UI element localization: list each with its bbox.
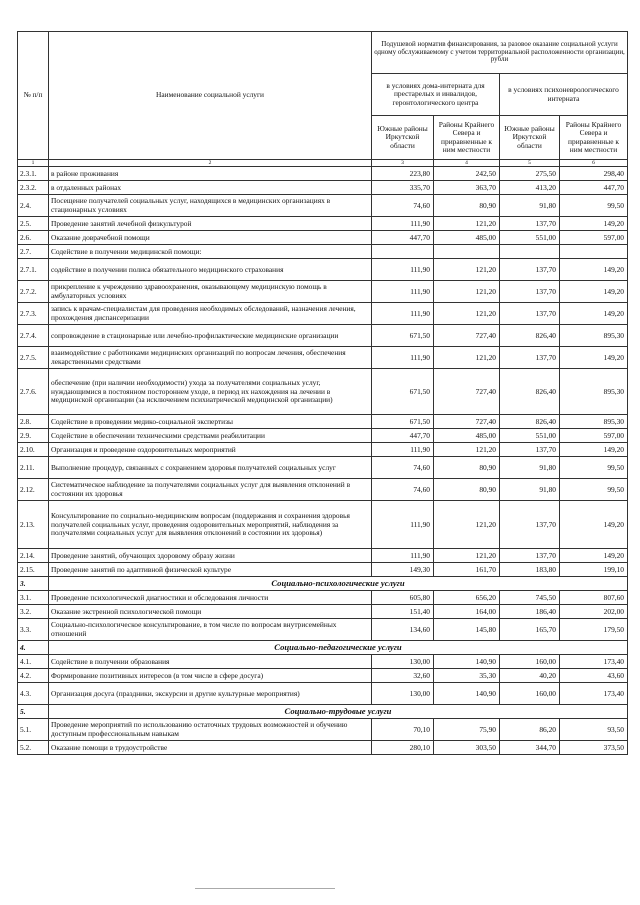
value-north-psycho: 99,50: [560, 457, 628, 479]
value-north-nursing: 121,20: [434, 549, 500, 563]
column-index: 3: [372, 160, 434, 167]
value-north-nursing: 140,90: [434, 683, 500, 705]
row-number: 2.7.6.: [18, 369, 49, 415]
value-north-nursing: [434, 245, 500, 259]
value-north-nursing: 485,00: [434, 429, 500, 443]
row-number: 3.2.: [18, 605, 49, 619]
header-north-1: Районы Крайнего Севера и приравненные к ним местности: [434, 116, 500, 160]
section-row: [18, 705, 628, 719]
service-name: Консультирование по социально-медицинским вопросам (поддержания и сохранения здоровья получателей социальных услуг, проведения оздоровительных мероприятий, наблюдения за получателями социальных услуг для выявления отклонений в состоянии их здоровья): [49, 501, 372, 549]
table-row: [18, 591, 628, 605]
value-north-nursing: 121,20: [434, 303, 500, 325]
value-north-psycho: 43,60: [560, 669, 628, 683]
table-row: [18, 217, 628, 231]
value-north-nursing: 242,50: [434, 167, 500, 181]
value-north-psycho: 199,10: [560, 563, 628, 577]
value-north-psycho: [560, 245, 628, 259]
row-number: 2.4.: [18, 195, 49, 217]
column-index: 4: [434, 160, 500, 167]
value-south-nursing: 111,90: [372, 501, 434, 549]
header-norm: Подушевой норматив финансирования, за разовое оказание социальной услуги одному обслуживаемому с учетом территориальной расположенности организации, рубли: [372, 32, 628, 74]
service-name: прикрепление к учреждению здравоохранения, оказывающему медицинскую помощь в амбулаторных условиях: [49, 281, 372, 303]
service-name: взаимодействие с работниками медицинских организаций по вопросам лечения, обеспечения лекарственными средствами: [49, 347, 372, 369]
table-row: [18, 369, 628, 415]
service-name: Формирование позитивных интересов (в том числе в сфере досуга): [49, 669, 372, 683]
value-south-psycho: 551,00: [500, 429, 560, 443]
service-name: Систематическое наблюдение за получателями социальных услуг для выявления отклонений в состоянии их здоровья: [49, 479, 372, 501]
row-number: 2.3.1.: [18, 167, 49, 181]
service-name: Оказание экстренной психологической помощи: [49, 605, 372, 619]
value-south-psycho: 344,70: [500, 741, 560, 755]
value-south-psycho: 40,20: [500, 669, 560, 683]
header-group-psycho-internat: в условиях психоневрологического интерната: [500, 74, 628, 116]
value-south-nursing: 605,80: [372, 591, 434, 605]
value-south-psycho: 165,70: [500, 619, 560, 641]
table-row: [18, 741, 628, 755]
value-north-nursing: 656,20: [434, 591, 500, 605]
table-row: [18, 669, 628, 683]
value-south-nursing: 70,10: [372, 719, 434, 741]
value-north-psycho: 99,50: [560, 195, 628, 217]
value-north-nursing: 727,40: [434, 369, 500, 415]
value-north-psycho: 895,30: [560, 369, 628, 415]
table-row: [18, 167, 628, 181]
value-south-psycho: [500, 245, 560, 259]
value-south-nursing: 335,70: [372, 181, 434, 195]
value-north-nursing: 303,50: [434, 741, 500, 755]
section-number: 4.: [18, 641, 49, 655]
table-row: [18, 605, 628, 619]
service-name: Проведение мероприятий по использованию остаточных трудовых возможностей и обучению доступным профессиональным навыкам: [49, 719, 372, 741]
value-north-psycho: 447,70: [560, 181, 628, 195]
value-south-nursing: 447,70: [372, 429, 434, 443]
value-north-nursing: 80,90: [434, 195, 500, 217]
row-number: 2.11.: [18, 457, 49, 479]
value-south-nursing: 111,90: [372, 259, 434, 281]
value-north-psycho: 149,20: [560, 443, 628, 457]
section-number: 3.: [18, 577, 49, 591]
service-name: запись к врачам-специалистам для проведения необходимых обследований, назначения лечения, прохождения диспансеризации: [49, 303, 372, 325]
service-name: Оказание помощи в трудоустройстве: [49, 741, 372, 755]
value-south-psycho: 826,40: [500, 369, 560, 415]
value-north-psycho: 179,50: [560, 619, 628, 641]
value-south-nursing: 74,60: [372, 479, 434, 501]
value-south-psycho: 137,70: [500, 281, 560, 303]
value-north-nursing: 80,90: [434, 457, 500, 479]
value-north-psycho: 895,30: [560, 325, 628, 347]
value-north-nursing: 121,20: [434, 501, 500, 549]
table-row: [18, 479, 628, 501]
value-north-psycho: 149,20: [560, 303, 628, 325]
value-south-nursing: 130,00: [372, 655, 434, 669]
value-south-nursing: 111,90: [372, 549, 434, 563]
table-row: [18, 325, 628, 347]
service-name: сопровождение в стационарные или лечебно-профилактические медицинские организации: [49, 325, 372, 347]
row-number: 2.7.2.: [18, 281, 49, 303]
table-row: [18, 281, 628, 303]
row-number: 2.7.: [18, 245, 49, 259]
header-north-2: Районы Крайнего Севера и приравненные к ним местности: [560, 116, 628, 160]
table-row: [18, 619, 628, 641]
service-name: Организация и проведение оздоровительных мероприятий: [49, 443, 372, 457]
value-north-nursing: 363,70: [434, 181, 500, 195]
row-number: 2.14.: [18, 549, 49, 563]
value-north-nursing: 140,90: [434, 655, 500, 669]
column-index: 6: [560, 160, 628, 167]
table-row: [18, 655, 628, 669]
value-north-nursing: 121,20: [434, 443, 500, 457]
value-north-psycho: 99,50: [560, 479, 628, 501]
value-north-psycho: 149,20: [560, 501, 628, 549]
row-number: 2.5.: [18, 217, 49, 231]
column-index: 5: [500, 160, 560, 167]
value-south-psycho: 551,00: [500, 231, 560, 245]
value-south-nursing: 111,90: [372, 443, 434, 457]
section-row: [18, 577, 628, 591]
value-south-psycho: 826,40: [500, 415, 560, 429]
table-row: [18, 231, 628, 245]
service-name: содействие в получении полиса обязательного медицинского страхования: [49, 259, 372, 281]
value-north-nursing: 727,40: [434, 415, 500, 429]
row-number: 4.2.: [18, 669, 49, 683]
service-name: Содействие в получении образования: [49, 655, 372, 669]
row-number: 2.7.1.: [18, 259, 49, 281]
section-title: Социально-трудовые услуги: [49, 705, 628, 719]
value-south-nursing: [372, 245, 434, 259]
value-north-nursing: 80,90: [434, 479, 500, 501]
table-row: [18, 563, 628, 577]
value-south-psycho: 275,50: [500, 167, 560, 181]
document-page: [17, 31, 627, 755]
table-row: [18, 181, 628, 195]
service-name: Оказание доврачебной помощи: [49, 231, 372, 245]
value-south-psycho: 137,70: [500, 443, 560, 457]
value-south-nursing: 280,10: [372, 741, 434, 755]
value-south-psycho: 137,70: [500, 347, 560, 369]
value-south-psycho: 413,20: [500, 181, 560, 195]
table-row: [18, 303, 628, 325]
row-number: 3.1.: [18, 591, 49, 605]
service-name: Содействие в проведении медико-социальной экспертизы: [49, 415, 372, 429]
row-number: 2.8.: [18, 415, 49, 429]
value-north-psycho: 173,40: [560, 683, 628, 705]
service-name: Проведение занятий, обучающих здоровому образу жизни: [49, 549, 372, 563]
value-north-psycho: 597,00: [560, 429, 628, 443]
service-name: Проведение занятий лечебной физкультурой: [49, 217, 372, 231]
value-south-nursing: 111,90: [372, 281, 434, 303]
value-south-psycho: 91,80: [500, 479, 560, 501]
service-name: Выполнение процедур, связанных с сохранением здоровья получателей социальных услуг: [49, 457, 372, 479]
value-south-nursing: 74,60: [372, 195, 434, 217]
value-north-nursing: 727,40: [434, 325, 500, 347]
table-row: [18, 443, 628, 457]
value-south-nursing: 111,90: [372, 217, 434, 231]
value-north-nursing: 35,30: [434, 669, 500, 683]
row-number: 2.7.5.: [18, 347, 49, 369]
value-south-nursing: 151,40: [372, 605, 434, 619]
service-name: Организация досуга (праздники, экскурсии и другие культурные мероприятия): [49, 683, 372, 705]
row-number: 2.7.4.: [18, 325, 49, 347]
service-name: Посещение получателей социальных услуг, находящихся в медицинских организациях в стационарных условиях: [49, 195, 372, 217]
value-north-psycho: 149,20: [560, 259, 628, 281]
table-row: [18, 429, 628, 443]
value-north-nursing: 485,00: [434, 231, 500, 245]
service-name: Содействие в обеспечении техническими средствами реабилитации: [49, 429, 372, 443]
value-south-nursing: 134,60: [372, 619, 434, 641]
row-number: 2.12.: [18, 479, 49, 501]
column-index: 1: [18, 160, 49, 167]
value-south-psycho: 137,70: [500, 501, 560, 549]
table-row: [18, 245, 628, 259]
service-name: в отдаленных районах: [49, 181, 372, 195]
value-north-psycho: 895,30: [560, 415, 628, 429]
value-south-psycho: 186,40: [500, 605, 560, 619]
section-title: Социально-психологические услуги: [49, 577, 628, 591]
value-north-psycho: 373,50: [560, 741, 628, 755]
value-south-nursing: 32,60: [372, 669, 434, 683]
value-north-nursing: 121,20: [434, 281, 500, 303]
value-south-nursing: 130,00: [372, 683, 434, 705]
value-south-psycho: 183,80: [500, 563, 560, 577]
norms-table: [17, 31, 628, 755]
value-north-psycho: 807,60: [560, 591, 628, 605]
table-row: [18, 415, 628, 429]
value-north-psycho: 149,20: [560, 549, 628, 563]
value-north-nursing: 75,90: [434, 719, 500, 741]
value-south-psycho: 137,70: [500, 303, 560, 325]
value-north-psycho: 149,20: [560, 217, 628, 231]
value-north-nursing: 145,80: [434, 619, 500, 641]
value-south-psycho: 745,50: [500, 591, 560, 605]
service-name: Проведение занятий по адаптивной физической культуре: [49, 563, 372, 577]
value-north-psycho: 173,40: [560, 655, 628, 669]
footer-rule: [195, 888, 335, 889]
value-south-psycho: 160,00: [500, 655, 560, 669]
row-number: 3.3.: [18, 619, 49, 641]
row-number: 5.1.: [18, 719, 49, 741]
value-south-psycho: 137,70: [500, 549, 560, 563]
value-south-psycho: 137,70: [500, 217, 560, 231]
table-row: [18, 549, 628, 563]
header-south-2: Южные районы Иркутской области: [500, 116, 560, 160]
header-num: № п/п: [18, 32, 49, 160]
value-south-psycho: 91,80: [500, 195, 560, 217]
table-row: [18, 501, 628, 549]
table-row: [18, 347, 628, 369]
value-north-psycho: 298,40: [560, 167, 628, 181]
value-south-psycho: 86,20: [500, 719, 560, 741]
table-row: [18, 719, 628, 741]
service-name: в районе проживания: [49, 167, 372, 181]
column-index: 2: [49, 160, 372, 167]
row-number: 2.6.: [18, 231, 49, 245]
service-name: обеспечение (при наличии необходимости) ухода за получателями социальных услуг, нуждающимися в постоянном постороннем уходе, в период их нахождения на лечении в медицинской организации (за исключением психиатрической медицинской организации): [49, 369, 372, 415]
service-name: Содействие в получении медицинской помощи:: [49, 245, 372, 259]
value-south-nursing: 671,50: [372, 369, 434, 415]
section-title: Социально-педагогические услуги: [49, 641, 628, 655]
value-south-nursing: 149,30: [372, 563, 434, 577]
row-number: 2.10.: [18, 443, 49, 457]
table-body: [18, 167, 628, 755]
value-north-nursing: 121,20: [434, 217, 500, 231]
value-south-nursing: 74,60: [372, 457, 434, 479]
value-north-nursing: 161,70: [434, 563, 500, 577]
table-row: [18, 683, 628, 705]
value-south-nursing: 447,70: [372, 231, 434, 245]
value-north-nursing: 164,00: [434, 605, 500, 619]
value-north-nursing: 121,20: [434, 347, 500, 369]
header-group-nursing-home: в условиях дома-интерната для престарелых и инвалидов, геронтологического центра: [372, 74, 500, 116]
row-number: 5.2.: [18, 741, 49, 755]
value-north-psycho: 149,20: [560, 281, 628, 303]
section-number: 5.: [18, 705, 49, 719]
value-south-nursing: 671,50: [372, 325, 434, 347]
row-number: 2.7.3.: [18, 303, 49, 325]
value-south-psycho: 826,40: [500, 325, 560, 347]
row-number: 2.13.: [18, 501, 49, 549]
value-south-nursing: 671,50: [372, 415, 434, 429]
table-row: [18, 259, 628, 281]
header-service-name: Наименование социальной услуги: [49, 32, 372, 160]
value-south-nursing: 111,90: [372, 347, 434, 369]
section-row: [18, 641, 628, 655]
value-north-nursing: 121,20: [434, 259, 500, 281]
row-number: 2.3.2.: [18, 181, 49, 195]
table-row: [18, 195, 628, 217]
row-number: 4.3.: [18, 683, 49, 705]
value-south-psycho: 160,00: [500, 683, 560, 705]
value-north-psycho: 149,20: [560, 347, 628, 369]
row-number: 2.9.: [18, 429, 49, 443]
value-north-psycho: 597,00: [560, 231, 628, 245]
service-name: Проведение психологической диагностики и обследования личности: [49, 591, 372, 605]
service-name: Социально-психологическое консультирование, в том числе по вопросам внутрисемейных отношений: [49, 619, 372, 641]
value-south-psycho: 91,80: [500, 457, 560, 479]
value-south-nursing: 223,80: [372, 167, 434, 181]
value-south-nursing: 111,90: [372, 303, 434, 325]
row-number: 4.1.: [18, 655, 49, 669]
value-south-psycho: 137,70: [500, 259, 560, 281]
value-north-psycho: 202,00: [560, 605, 628, 619]
value-north-psycho: 93,50: [560, 719, 628, 741]
table-row: [18, 457, 628, 479]
row-number: 2.15.: [18, 563, 49, 577]
header-south-1: Южные районы Иркутской области: [372, 116, 434, 160]
